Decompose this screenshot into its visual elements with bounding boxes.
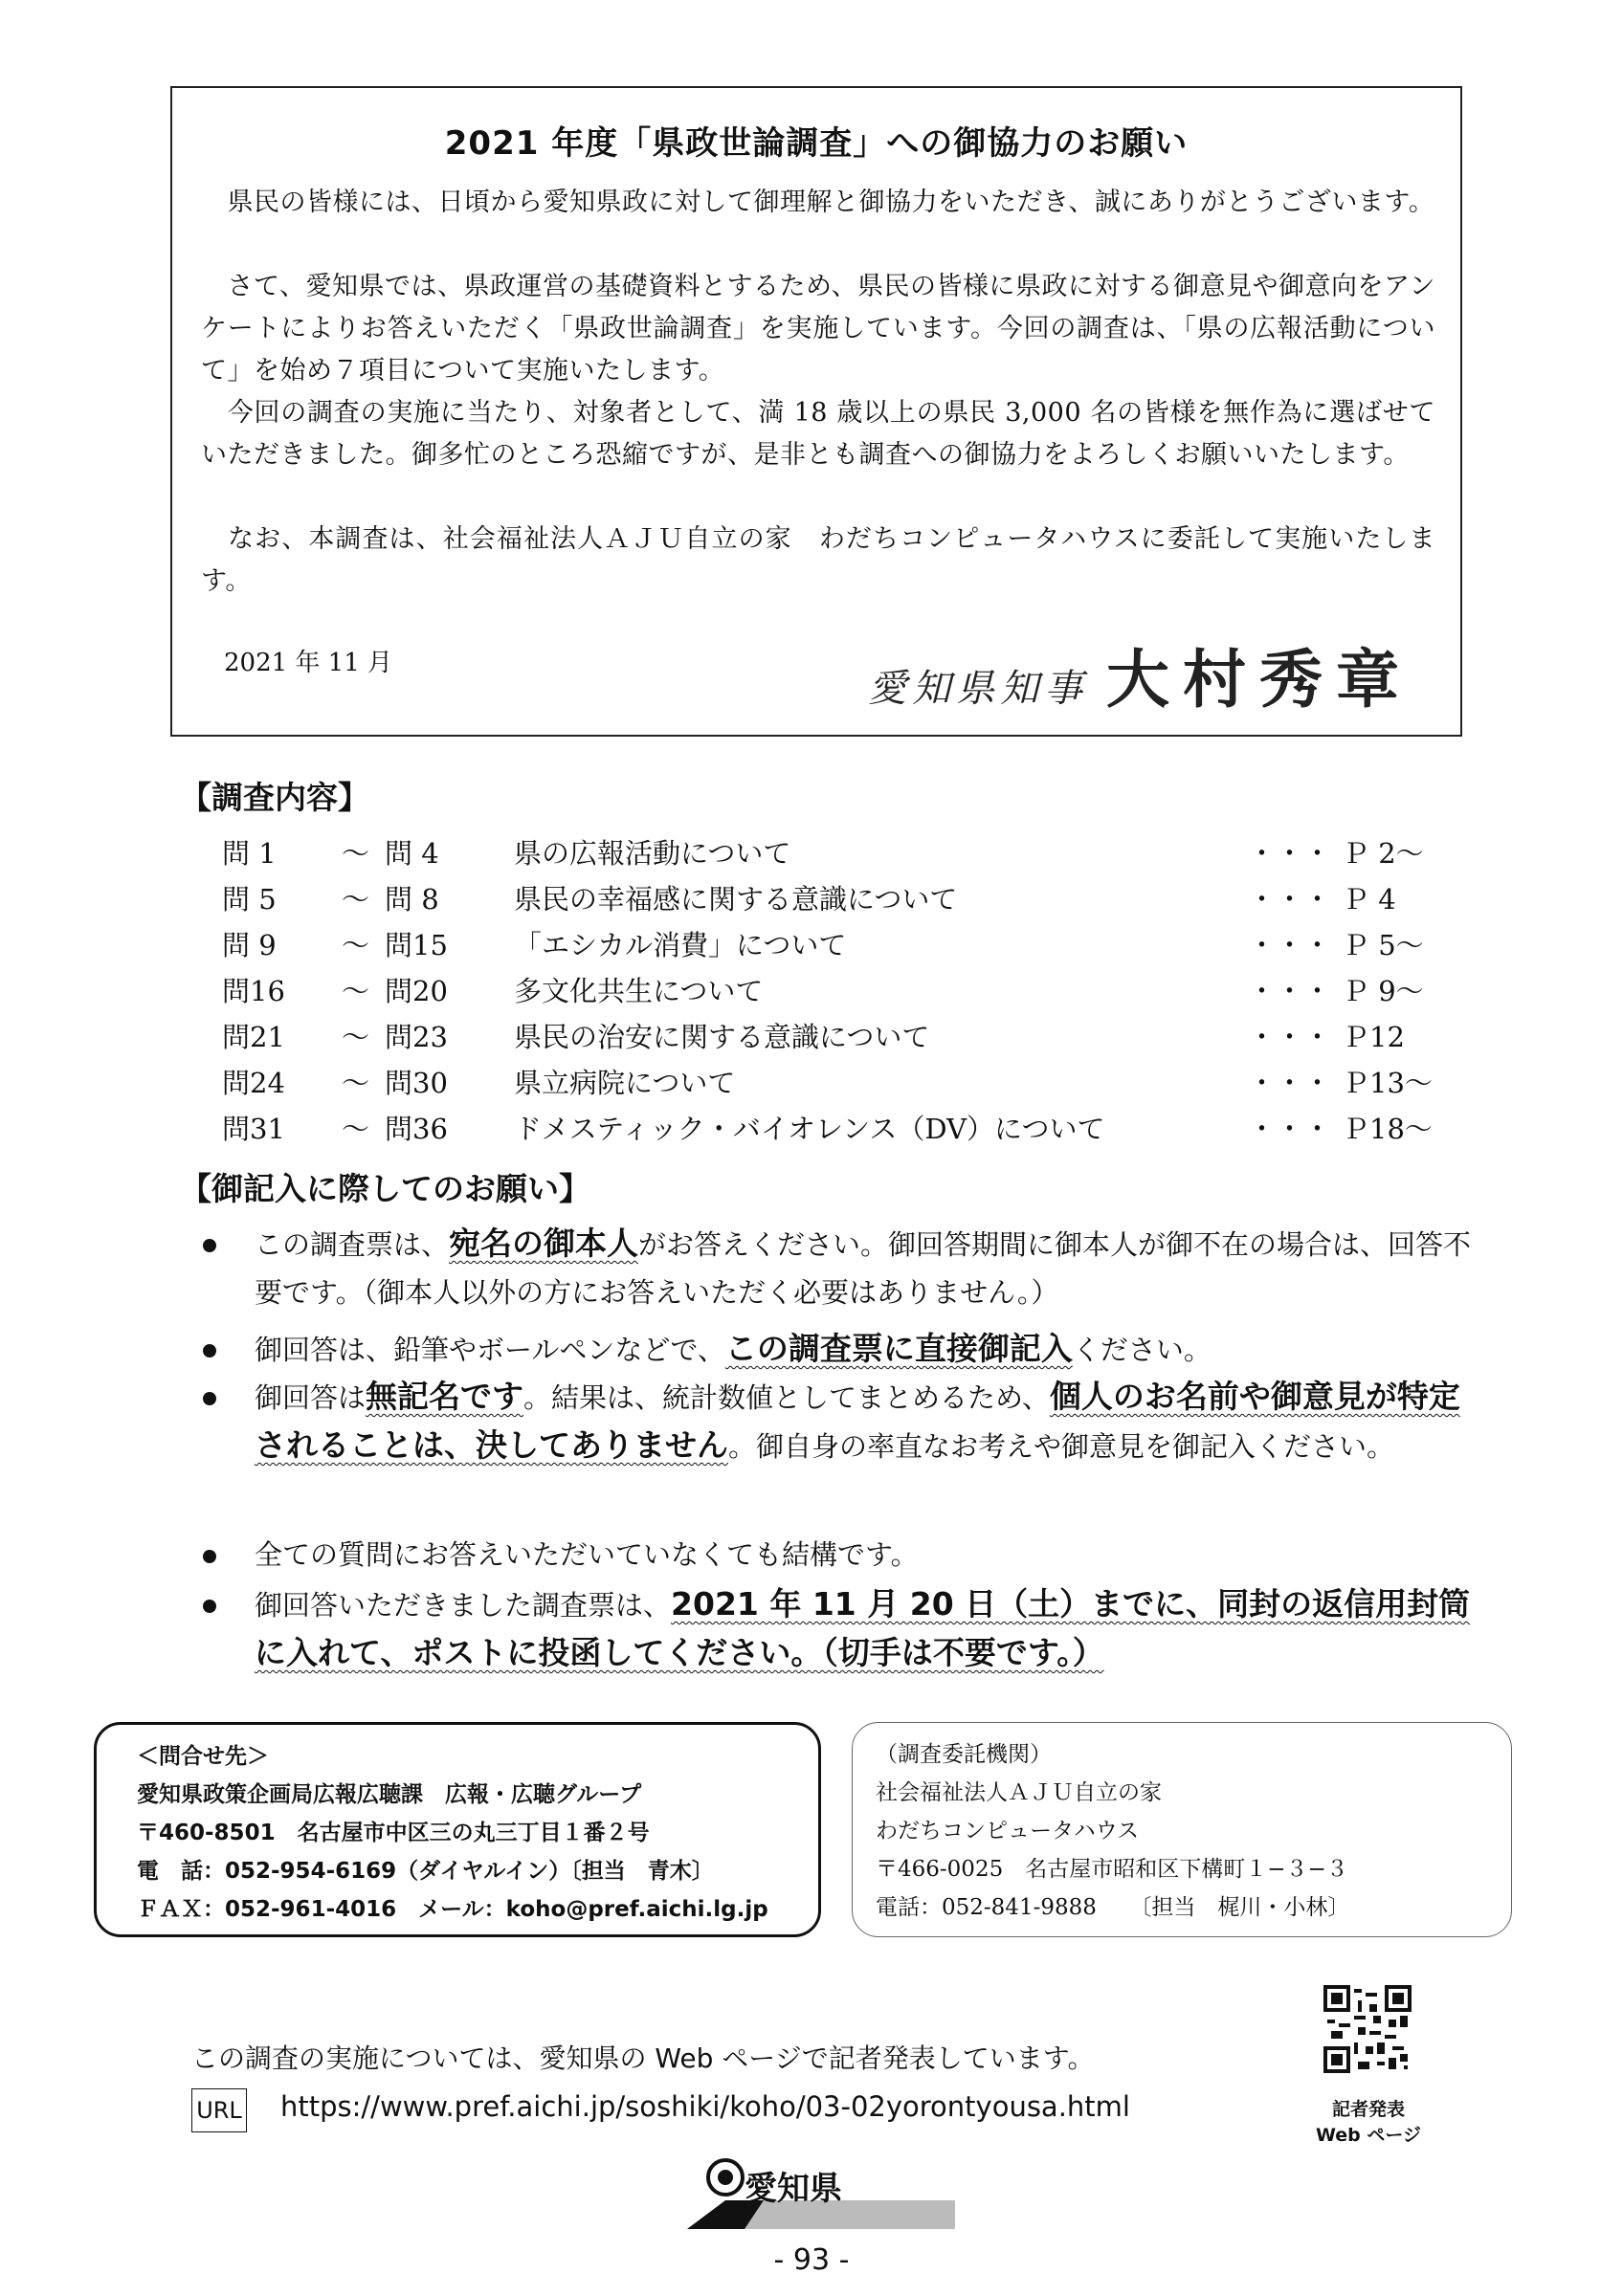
intro-paragraph-2: さて、愛知県では、県政運営の基礎資料とするため、県民の皆様に県政に対する御意見や御意向をアンケートによりお答えいただく「県政世論調査」を実施しています。今回の調査は、「県の広報活動について」を始め７項目について実施いたします。 (201, 272, 1435, 386)
request-item (203, 1580, 1485, 1678)
page-ref: Ｐ 4 (1342, 883, 1396, 916)
page-ref: Ｐ 9～ (1342, 975, 1424, 1007)
request-item (203, 1373, 1485, 1470)
requests-heading: 【御記入に際してのお願い】 (180, 1170, 590, 1207)
bullet-dot (203, 1550, 216, 1563)
intro-paragraph-1: 県民の皆様には、日頃から愛知県政に対して御理解と御協力をいただき、誠にありがとうございます。 (201, 188, 1435, 217)
request-text: がお答えください。御回答期間に御本人が御不在の場合は、回答不要です。（御本人以外の方にお答えいただく必要はありません。） (255, 1228, 1472, 1309)
request-text: この調査票は、 (255, 1228, 450, 1261)
governor-signature (868, 629, 1412, 719)
question-to: 問36 (385, 1113, 448, 1145)
topic: 県立病院について (514, 1067, 736, 1099)
leader-dots: ・・・ (1248, 929, 1332, 961)
leader-dots: ・・・ (1248, 837, 1332, 870)
request-emphasis: 宛名の御本人 (449, 1225, 639, 1262)
contents-row (222, 1108, 1485, 1154)
range-tilde: ～ (342, 975, 370, 1007)
signature-name: 大村秀章 (1106, 642, 1412, 717)
range-tilde: ～ (342, 929, 370, 961)
contents-row (222, 924, 1485, 970)
qr-code-icon[interactable] (1323, 1985, 1412, 2073)
release-url-link[interactable]: https://www.pref.aichi.jp/soshiki/koho/03-02yorontyousa.html (280, 2090, 1130, 2123)
contents-row (222, 832, 1485, 878)
request-emphasis: 2021 年 11 月 20 日（土）までに、同封の返信用封筒に入れて、ポストに投函してください。（切手は不要です。） (255, 1585, 1471, 1671)
page-ref: Ｐ12 (1342, 1021, 1405, 1053)
leader-dots: ・・・ (1248, 1021, 1332, 1053)
question-to: 問 4 (385, 837, 439, 870)
topic: 多文化共生について (514, 975, 764, 1007)
question-from: 問24 (222, 1067, 285, 1099)
contact-fax-mail: ＦＡＸ：052-961-4016 メール：koho@pref.aichi.lg.jp (137, 1897, 768, 1922)
question-to: 問 8 (385, 883, 439, 916)
page-number: - 93 - (773, 2243, 850, 2277)
question-from: 問16 (222, 975, 285, 1007)
question-to: 問15 (385, 929, 448, 961)
intro-paragraph-3: 今回の調査の実施に当たり、対象者として、満 18 歳以上の県民 3,000 名の皆様を無作為に選ばせていただきました。御多忙のところ恐縮ですが、是非とも調査への御協力をよろしくお願いいたします。 (201, 398, 1435, 470)
topic: 「エシカル消費」について (514, 929, 847, 961)
leader-dots: ・・・ (1248, 975, 1332, 1007)
range-tilde: ～ (342, 1067, 370, 1099)
range-tilde: ～ (342, 1113, 370, 1145)
question-to: 問20 (385, 975, 448, 1007)
topic: 県の広報活動について (514, 837, 791, 870)
agency-org-sub: わだちコンピュータハウス (876, 1819, 1140, 1843)
request-emphasis: 無記名です (366, 1378, 524, 1415)
request-text: 御回答いただきました調査票は、 (255, 1589, 672, 1622)
request-text: 御回答は、鉛筆やボールペンなどで、 (255, 1334, 725, 1366)
page-ref: Ｐ18～ (1342, 1113, 1433, 1145)
bullet-dot (203, 1600, 216, 1613)
contents-row (222, 878, 1485, 924)
topic: 県民の幸福感に関する意識について (514, 883, 958, 916)
question-to: 問23 (385, 1021, 448, 1053)
topic: ドメスティック・バイオレンス（DV）について (514, 1113, 1105, 1145)
request-item (203, 1531, 1485, 1578)
request-text: 御回答は (255, 1381, 367, 1414)
bullet-dot (203, 1392, 216, 1405)
leader-dots: ・・・ (1248, 1113, 1332, 1145)
agency-box (852, 1722, 1512, 1937)
qr-caption: 記者発表 (1331, 2099, 1405, 2120)
contents-row (222, 970, 1485, 1016)
page-ref: Ｐ 5～ (1342, 929, 1424, 961)
intro-date: 2021 年 11 月 (224, 649, 393, 677)
agency-org: 社会福祉法人ＡＪＵ自立の家 (876, 1780, 1162, 1805)
question-from: 問 1 (222, 837, 277, 870)
leader-dots: ・・・ (1248, 1067, 1332, 1099)
range-tilde: ～ (342, 883, 370, 916)
leader-dots: ・・・ (1248, 883, 1332, 916)
page-ref: Ｐ13～ (1342, 1067, 1433, 1099)
request-item (203, 1220, 1485, 1316)
intro-box (170, 86, 1462, 737)
topic: 県民の治安に関する意識について (514, 1021, 930, 1053)
agency-address: 〒466-0025 名古屋市昭和区下構町１−３−３ (876, 1857, 1348, 1882)
contact-box (94, 1722, 821, 1937)
range-tilde: ～ (342, 837, 370, 870)
request-emphasis: 個人のお名前や御意見が特定されることは、決してありません (255, 1378, 1460, 1464)
signature-title: 愛知県知事 (868, 667, 1089, 711)
bullet-dot (203, 1239, 216, 1252)
request-text: 全ての質問にお答えいただいていなくても結構です。 (255, 1538, 919, 1571)
question-from: 問 9 (222, 929, 277, 961)
contact-dept: 愛知県政策企画局広報広聴課 広報・広聴グループ (137, 1782, 642, 1807)
question-from: 問21 (222, 1021, 285, 1053)
contact-heading: ＜問合せ先＞ (137, 1744, 269, 1769)
release-note: この調査の実施については、愛知県の Web ページで記者発表しています。 (191, 2042, 1095, 2074)
page-ref: Ｐ 2～ (1342, 837, 1424, 870)
contact-address: 〒460-8501 名古屋市中区三の丸三丁目１番２号 (137, 1821, 650, 1845)
question-to: 問30 (385, 1067, 448, 1099)
contact-phone: 電 話：052-954-6169（ダイヤルイン）〔担当 青木〕 (137, 1859, 714, 1884)
contents-row (222, 1016, 1485, 1062)
agency-phone: 電話：052-841-9888 〔担当 梶川・小林〕 (876, 1895, 1350, 1920)
qr-caption-sub: Web ページ (1315, 2125, 1421, 2146)
request-text: ください。 (1072, 1334, 1212, 1366)
logo-text: 愛知県 (745, 2170, 842, 2208)
bullet-dot (203, 1344, 216, 1358)
agency-heading: （調査委託機関） (876, 1742, 1052, 1767)
aichi-logo (687, 2154, 955, 2231)
request-emphasis: この調査票に直接御記入 (724, 1330, 1073, 1367)
question-from: 問31 (222, 1113, 285, 1145)
request-text: 。結果は、統計数値としてまとめるため、 (523, 1381, 1050, 1414)
intro-paragraph-4: なお、本調査は、社会福祉法人ＡＪＵ自立の家 わだちコンピュータハウスに委託して実施いたします。 (201, 524, 1435, 596)
range-tilde: ～ (342, 1021, 370, 1053)
question-from: 問 5 (222, 883, 277, 916)
contents-heading: 【調査内容】 (180, 779, 369, 816)
request-text: 。御自身の率直なお考えや御意見を御記入ください。 (728, 1430, 1395, 1463)
url-label: URL (191, 2088, 247, 2132)
request-item (203, 1325, 1485, 1374)
contents-row (222, 1062, 1485, 1108)
intro-title: 2021 年度「県政世論調査」への御協力のお願い (444, 124, 1189, 163)
